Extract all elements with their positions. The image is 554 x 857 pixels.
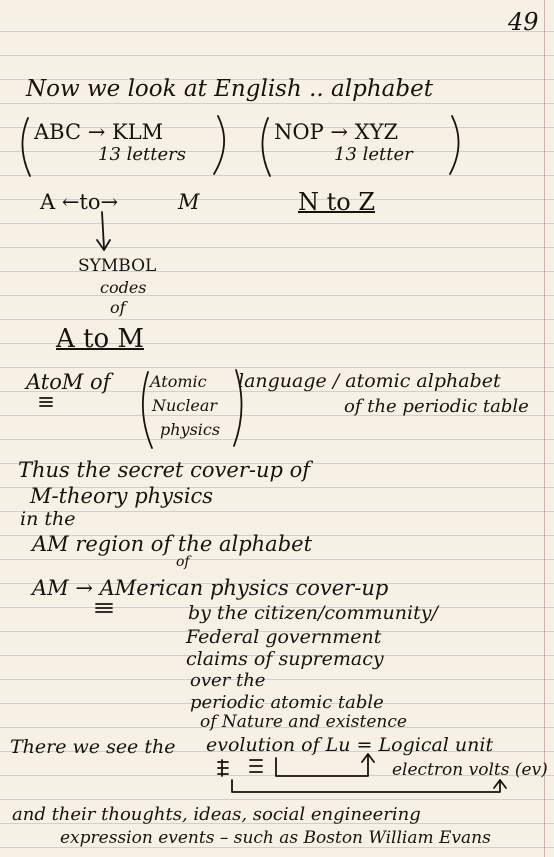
line-language: language / atomic alphabet xyxy=(238,370,501,392)
line-over-the: over the xyxy=(190,670,266,691)
line-periodic: of the periodic table xyxy=(344,396,529,417)
line-atom-of: AtoM of xyxy=(26,370,111,394)
line-intro: Now we look at English .. alphabet xyxy=(26,76,433,102)
line-thus: Thus the secret cover-up of xyxy=(18,458,311,482)
line-nuclear: Nuclear xyxy=(152,396,218,415)
line-mtheory: M-theory physics xyxy=(30,484,214,508)
line-nature: of Nature and existence xyxy=(200,712,407,732)
line-nop-count: 13 letter xyxy=(334,144,413,165)
line-federal: Federal government xyxy=(186,626,382,648)
line-m-single: M xyxy=(178,190,200,214)
line-abc-klm: ABC → KLM xyxy=(34,120,164,144)
line-there: There we see the xyxy=(10,736,176,758)
line-periodic-atomic: periodic atomic table xyxy=(190,692,384,713)
line-in-the: in the xyxy=(20,508,76,530)
line-american: AM → AMerican physics cover-up xyxy=(32,576,389,600)
line-expression: expression events – such as Boston William Evans xyxy=(60,828,491,848)
line-a-to: A ←to→ xyxy=(40,190,119,214)
line-atomic: Atomic xyxy=(150,372,207,391)
line-symbol: SYMBOL xyxy=(78,256,157,276)
line-evolution: evolution of Lu = Logical unit xyxy=(206,734,494,756)
line-a-to-m: A to M xyxy=(56,324,145,354)
line-of-small: of xyxy=(176,554,190,570)
line-abc-count: 13 letters xyxy=(98,144,186,165)
line-physics: physics xyxy=(160,420,221,439)
line-electron: electron volts (ev) xyxy=(392,760,548,780)
line-claims: claims of supremacy xyxy=(186,648,384,670)
line-by-the: by the citizen/community/ xyxy=(188,602,438,624)
line-of: of xyxy=(110,298,126,317)
line-thoughts: and their thoughts, ideas, social engineering xyxy=(12,804,421,825)
line-am-region: AM region of the alphabet xyxy=(32,532,313,556)
line-codes: codes xyxy=(100,278,147,297)
page-number: 49 xyxy=(508,8,539,36)
line-nop-xyz: NOP → XYZ xyxy=(274,120,399,144)
line-n-to-z: N to Z xyxy=(298,188,376,216)
